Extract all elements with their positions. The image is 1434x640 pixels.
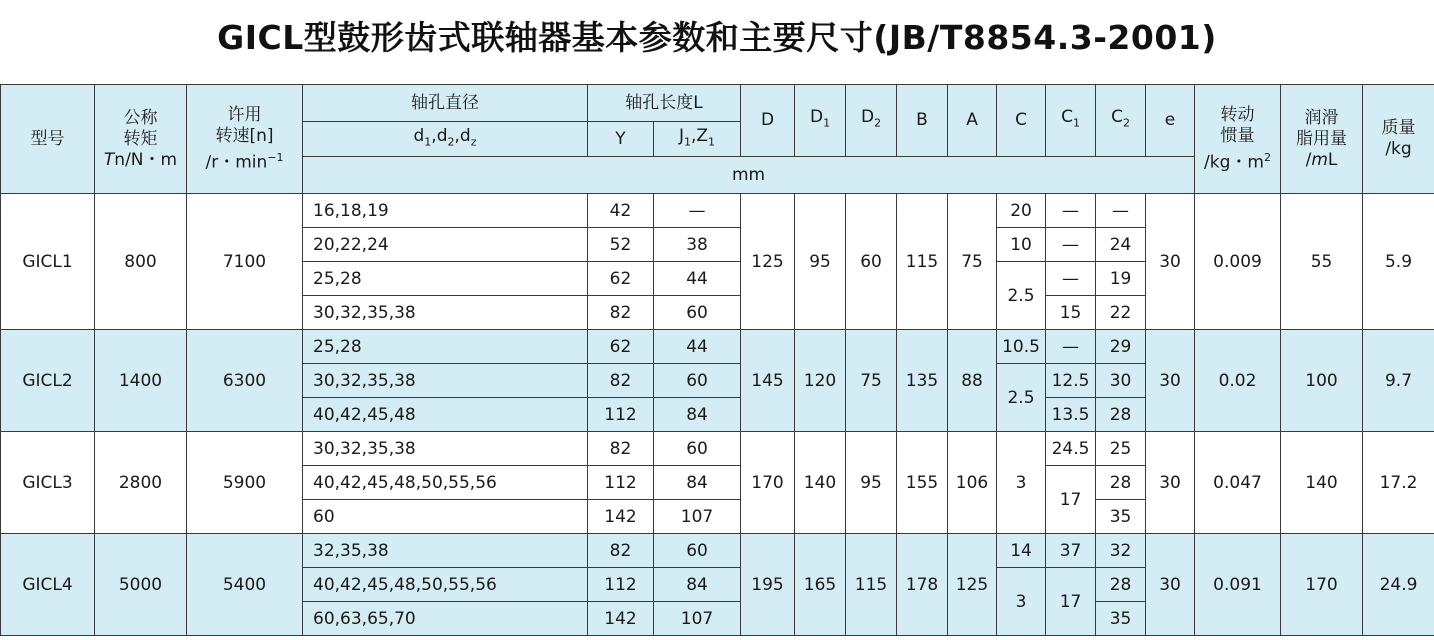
cell-J1: 84 bbox=[654, 466, 741, 500]
cell-J1: 44 bbox=[654, 330, 741, 364]
cell-Y: 82 bbox=[588, 296, 654, 330]
table-row bbox=[1, 330, 1434, 364]
header-D1-sub: 1 bbox=[823, 116, 831, 130]
header-bore-diameter: 轴孔直径 bbox=[303, 85, 588, 122]
sym-sep1: ,d bbox=[431, 125, 448, 146]
cell-mass: 24.9 bbox=[1363, 534, 1434, 636]
cell-torque: 1400 bbox=[95, 330, 187, 432]
cell-A: 106 bbox=[948, 432, 997, 534]
cell-diameter: 40,42,45,48,50,55,56 bbox=[303, 568, 588, 602]
cell-D2: 95 bbox=[846, 432, 897, 534]
header-grease-unit-m: m bbox=[1311, 149, 1328, 170]
header-D1 bbox=[795, 85, 846, 157]
cell-Y: 112 bbox=[588, 466, 654, 500]
cell-C: 3 bbox=[997, 568, 1046, 636]
cell-J1: 60 bbox=[654, 364, 741, 398]
cell-Y: 62 bbox=[588, 330, 654, 364]
cell-D2: 75 bbox=[846, 330, 897, 432]
header-torque-unit-t: T bbox=[103, 149, 115, 170]
sym-J: J bbox=[678, 125, 684, 146]
header-torque-unit-rest: /N・m bbox=[125, 149, 178, 170]
spec-table bbox=[0, 84, 1434, 636]
cell-J1: 60 bbox=[654, 534, 741, 568]
sym-Z-sub: 1 bbox=[708, 135, 716, 149]
cell-model: GICL2 bbox=[1, 330, 95, 432]
cell-C2: 25 bbox=[1096, 432, 1146, 466]
cell-C1: 13.5 bbox=[1046, 398, 1096, 432]
header-D: D bbox=[741, 85, 795, 157]
cell-model: GICL3 bbox=[1, 432, 95, 534]
cell-diameter: 20,22,24 bbox=[303, 228, 588, 262]
cell-D1: 120 bbox=[795, 330, 846, 432]
cell-C2: 35 bbox=[1096, 500, 1146, 534]
cell-mass: 9.7 bbox=[1363, 330, 1434, 432]
sym-d-sub1: 1 bbox=[424, 135, 432, 149]
cell-inertia: 0.091 bbox=[1195, 534, 1281, 636]
header-mass-line2: /kg bbox=[1385, 139, 1412, 159]
cell-C2: 22 bbox=[1096, 296, 1146, 330]
cell-C1: 15 bbox=[1046, 296, 1096, 330]
cell-inertia: 0.02 bbox=[1195, 330, 1281, 432]
table-row bbox=[1, 534, 1434, 568]
cell-diameter: 30,32,35,38 bbox=[303, 364, 588, 398]
cell-Y: 112 bbox=[588, 568, 654, 602]
cell-C2: 28 bbox=[1096, 568, 1146, 602]
header-speed bbox=[187, 85, 303, 194]
cell-diameter: 16,18,19 bbox=[303, 194, 588, 228]
cell-mass: 5.9 bbox=[1363, 194, 1434, 330]
cell-C: 10 bbox=[997, 228, 1046, 262]
header-C1 bbox=[1046, 85, 1096, 157]
cell-C: 2.5 bbox=[997, 364, 1046, 432]
cell-C2: — bbox=[1096, 194, 1146, 228]
header-D2-sub: 2 bbox=[874, 116, 882, 130]
header-C1-sub: 1 bbox=[1072, 116, 1080, 130]
header-A: A bbox=[948, 85, 997, 157]
cell-J1: — bbox=[654, 194, 741, 228]
cell-A: 75 bbox=[948, 194, 997, 330]
sym-sep2: ,d bbox=[454, 125, 471, 146]
cell-Y: 62 bbox=[588, 262, 654, 296]
sym-d-sub2: 2 bbox=[447, 135, 455, 149]
cell-Y: 42 bbox=[588, 194, 654, 228]
cell-speed: 7100 bbox=[187, 194, 303, 330]
header-speed-line2: 转速[n] bbox=[215, 125, 274, 146]
cell-C2: 24 bbox=[1096, 228, 1146, 262]
cell-C1: — bbox=[1046, 194, 1096, 228]
cell-D: 170 bbox=[741, 432, 795, 534]
cell-Y: 82 bbox=[588, 534, 654, 568]
header-inertia bbox=[1195, 85, 1281, 194]
header-row bbox=[1, 85, 1434, 122]
header-speed-line1: 许用 bbox=[227, 104, 262, 125]
table-row bbox=[1, 432, 1434, 466]
header-bore-diameter-symbols bbox=[303, 122, 588, 157]
cell-B: 135 bbox=[897, 330, 948, 432]
cell-C2: 30 bbox=[1096, 364, 1146, 398]
cell-D: 125 bbox=[741, 194, 795, 330]
cell-grease: 170 bbox=[1281, 534, 1363, 636]
cell-inertia: 0.009 bbox=[1195, 194, 1281, 330]
header-speed-unit bbox=[187, 147, 302, 174]
sym-d: d bbox=[413, 125, 425, 146]
header-torque-line2: 转矩 bbox=[123, 128, 158, 149]
cell-diameter: 30,32,35,38 bbox=[303, 432, 588, 466]
header-inertia-unit bbox=[1195, 147, 1280, 174]
cell-diameter: 40,42,45,48,50,55,56 bbox=[303, 466, 588, 500]
header-C: C bbox=[997, 85, 1046, 157]
cell-model: GICL4 bbox=[1, 534, 95, 636]
cell-diameter: 25,28 bbox=[303, 330, 588, 364]
header-torque-unit-n: n bbox=[114, 149, 126, 170]
header-inertia-unit-exp: 2 bbox=[1263, 150, 1271, 164]
cell-speed: 6300 bbox=[187, 330, 303, 432]
header-grease-unit bbox=[1281, 150, 1362, 171]
header-grease-unit-pre: / bbox=[1305, 149, 1312, 170]
header-inertia-line2: 惯量 bbox=[1220, 125, 1255, 146]
cell-speed: 5400 bbox=[187, 534, 303, 636]
header-B: B bbox=[897, 85, 948, 157]
header-speed-unit-exp: −1 bbox=[267, 150, 284, 164]
header-D2 bbox=[846, 85, 897, 157]
cell-C: 14 bbox=[997, 534, 1046, 568]
cell-C1: 37 bbox=[1046, 534, 1096, 568]
cell-B: 178 bbox=[897, 534, 948, 636]
cell-diameter: 25,28 bbox=[303, 262, 588, 296]
cell-C2: 29 bbox=[1096, 330, 1146, 364]
header-torque bbox=[95, 85, 187, 194]
header-grease-line2: 脂用量 bbox=[1296, 128, 1348, 149]
cell-C1: 17 bbox=[1046, 466, 1096, 534]
header-D1-letter: D bbox=[809, 107, 824, 128]
cell-J1: 107 bbox=[654, 602, 741, 636]
table-row bbox=[1, 194, 1434, 228]
header-grease-unit-l: L bbox=[1327, 149, 1338, 170]
header-grease-line1: 润滑 bbox=[1304, 107, 1339, 128]
cell-grease: 100 bbox=[1281, 330, 1363, 432]
header-model: 型号 bbox=[1, 85, 95, 194]
header-mass bbox=[1363, 85, 1434, 194]
cell-J1: 107 bbox=[654, 500, 741, 534]
header-D2-letter: D bbox=[860, 107, 875, 128]
header-len-Y: Y bbox=[588, 122, 654, 157]
cell-D1: 95 bbox=[795, 194, 846, 330]
header-speed-unit-text: /r・min bbox=[205, 152, 268, 173]
cell-C2: 19 bbox=[1096, 262, 1146, 296]
cell-e: 30 bbox=[1146, 194, 1195, 330]
cell-C1: — bbox=[1046, 228, 1096, 262]
cell-A: 125 bbox=[948, 534, 997, 636]
cell-torque: 5000 bbox=[95, 534, 187, 636]
cell-torque: 800 bbox=[95, 194, 187, 330]
cell-C: 10.5 bbox=[997, 330, 1046, 364]
cell-D2: 115 bbox=[846, 534, 897, 636]
cell-D: 145 bbox=[741, 330, 795, 432]
header-inertia-unit-text: /kg・m bbox=[1204, 152, 1264, 173]
cell-diameter: 32,35,38 bbox=[303, 534, 588, 568]
cell-J1: 38 bbox=[654, 228, 741, 262]
cell-diameter: 60,63,65,70 bbox=[303, 602, 588, 636]
cell-C2: 28 bbox=[1096, 466, 1146, 500]
cell-e: 30 bbox=[1146, 432, 1195, 534]
cell-J1: 60 bbox=[654, 296, 741, 330]
header-inertia-line1: 转动 bbox=[1220, 104, 1255, 125]
cell-C: 2.5 bbox=[997, 262, 1046, 330]
cell-C2: 28 bbox=[1096, 398, 1146, 432]
cell-Y: 52 bbox=[588, 228, 654, 262]
cell-D1: 140 bbox=[795, 432, 846, 534]
cell-C1: 12.5 bbox=[1046, 364, 1096, 398]
sym-J-sub: 1 bbox=[683, 135, 691, 149]
cell-C1: — bbox=[1046, 330, 1096, 364]
sym-d-subz: z bbox=[470, 135, 477, 149]
header-torque-line1: 公称 bbox=[123, 107, 158, 128]
header-C1-letter: C bbox=[1061, 107, 1073, 128]
cell-torque: 2800 bbox=[95, 432, 187, 534]
cell-diameter: 30,32,35,38 bbox=[303, 296, 588, 330]
cell-J1: 84 bbox=[654, 568, 741, 602]
cell-D2: 60 bbox=[846, 194, 897, 330]
header-C2-letter: C bbox=[1111, 107, 1123, 128]
header-mass-line1: 质量 bbox=[1381, 118, 1416, 138]
cell-diameter: 60 bbox=[303, 500, 588, 534]
page-title: GICL型鼓形齿式联轴器基本参数和主要尺寸(JB/T8854.3-2001) bbox=[217, 18, 1217, 57]
cell-A: 88 bbox=[948, 330, 997, 432]
cell-mass: 17.2 bbox=[1363, 432, 1434, 534]
cell-B: 115 bbox=[897, 194, 948, 330]
header-C2-sub: 2 bbox=[1122, 116, 1130, 130]
header-C2 bbox=[1096, 85, 1146, 157]
cell-Y: 142 bbox=[588, 602, 654, 636]
cell-Y: 112 bbox=[588, 398, 654, 432]
cell-D1: 165 bbox=[795, 534, 846, 636]
cell-e: 30 bbox=[1146, 534, 1195, 636]
cell-C1: 24.5 bbox=[1046, 432, 1096, 466]
cell-B: 155 bbox=[897, 432, 948, 534]
cell-C2: 32 bbox=[1096, 534, 1146, 568]
cell-e: 30 bbox=[1146, 330, 1195, 432]
cell-diameter: 40,42,45,48 bbox=[303, 398, 588, 432]
header-e: e bbox=[1146, 85, 1195, 157]
cell-Y: 82 bbox=[588, 364, 654, 398]
header-bore-length: 轴孔长度L bbox=[588, 85, 741, 122]
cell-C: 20 bbox=[997, 194, 1046, 228]
cell-inertia: 0.047 bbox=[1195, 432, 1281, 534]
header-mm-unit: mm bbox=[303, 157, 1195, 194]
cell-C1: — bbox=[1046, 262, 1096, 296]
header-grease bbox=[1281, 85, 1363, 194]
cell-model: GICL1 bbox=[1, 194, 95, 330]
cell-C1: 17 bbox=[1046, 568, 1096, 636]
cell-J1: 44 bbox=[654, 262, 741, 296]
header-len-J1Z1 bbox=[654, 122, 741, 157]
cell-D: 195 bbox=[741, 534, 795, 636]
cell-grease: 55 bbox=[1281, 194, 1363, 330]
cell-C2: 35 bbox=[1096, 602, 1146, 636]
cell-speed: 5900 bbox=[187, 432, 303, 534]
header-torque-unit bbox=[95, 150, 186, 171]
cell-Y: 142 bbox=[588, 500, 654, 534]
sym-Z: ,Z bbox=[690, 125, 709, 146]
cell-C: 3 bbox=[997, 432, 1046, 534]
cell-Y: 82 bbox=[588, 432, 654, 466]
cell-J1: 60 bbox=[654, 432, 741, 466]
cell-grease: 140 bbox=[1281, 432, 1363, 534]
cell-J1: 84 bbox=[654, 398, 741, 432]
